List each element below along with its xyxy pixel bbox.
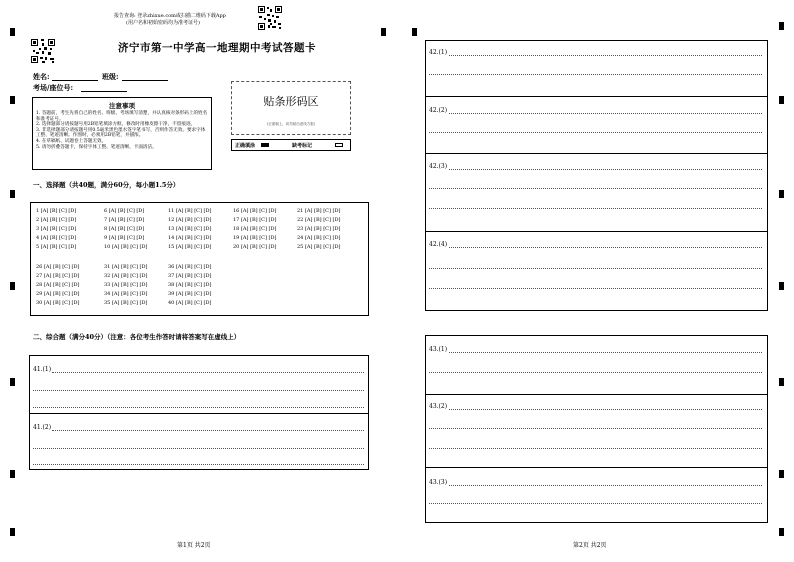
registration-mark <box>10 96 15 104</box>
mcq-question[interactable]: 24 [A] [B] [C] [D] <box>297 235 341 241</box>
registration-mark <box>779 282 784 290</box>
mcq-question[interactable]: 8 [A] [B] [C] [D] <box>104 226 145 232</box>
barcode-label: 贴条形码区 <box>263 95 319 108</box>
answer-line[interactable] <box>429 448 762 449</box>
mcq-question[interactable]: 12 [A] [B] [C] [D] <box>168 217 212 223</box>
mcq-question[interactable]: 18 [A] [B] [C] [D] <box>233 226 277 232</box>
q42-box <box>425 40 768 311</box>
mcq-question[interactable]: 23 [A] [B] [C] [D] <box>297 226 341 232</box>
q42-4-label: 42.(4) <box>429 241 448 248</box>
answer-line[interactable] <box>429 188 762 189</box>
mcq-question[interactable]: 4 [A] [B] [C] [D] <box>36 235 77 241</box>
mcq-question[interactable]: 20 [A] [B] [C] [D] <box>233 244 277 250</box>
mcq-question[interactable]: 15 [A] [B] [C] [D] <box>168 244 212 250</box>
q41-2-label: 41.(2) <box>33 424 52 431</box>
answer-line[interactable] <box>33 448 364 449</box>
mcq-question[interactable]: 9 [A] [B] [C] [D] <box>104 235 145 241</box>
mcq-question[interactable]: 38 [A] [B] [C] [D] <box>168 282 212 288</box>
name-field[interactable] <box>52 80 98 81</box>
mcq-question[interactable]: 21 [A] [B] [C] [D] <box>297 208 341 214</box>
answer-line[interactable] <box>429 268 762 269</box>
username-hint-text: (用户名和初始密码均为准考证号) <box>126 20 200 26</box>
mcq-question[interactable]: 3 [A] [B] [C] [D] <box>36 226 77 232</box>
fill-legend <box>231 139 351 151</box>
mcq-question[interactable]: 1 [A] [B] [C] [D] <box>36 208 77 214</box>
mcq-question[interactable]: 16 [A] [B] [C] [D] <box>233 208 277 214</box>
registration-mark <box>779 470 784 478</box>
section1-title: 一、选择题（共40题，满分60分，每小题1.5分） <box>33 181 180 189</box>
answer-line[interactable] <box>52 430 364 431</box>
registration-mark <box>779 378 784 386</box>
correct-fill-sample <box>261 143 269 147</box>
answer-line[interactable] <box>449 352 762 353</box>
sheet-title: 济宁市第一中学高一地理期中考试答题卡 <box>118 42 316 54</box>
answer-line[interactable] <box>449 113 762 114</box>
mcq-question[interactable]: 25 [A] [B] [C] [D] <box>297 244 341 250</box>
registration-mark <box>10 528 15 536</box>
absent-mark-checkbox[interactable] <box>335 143 343 147</box>
mcq-question[interactable]: 28 [A] [B] [C] [D] <box>36 282 80 288</box>
q42-3-label: 42.(3) <box>429 163 448 170</box>
mcq-question[interactable]: 29 [A] [B] [C] [D] <box>36 291 80 297</box>
q43-1-label: 43.(1) <box>429 346 448 353</box>
answer-line[interactable] <box>429 428 762 429</box>
mcq-question[interactable]: 40 [A] [B] [C] [D] <box>168 300 212 306</box>
absent-mark-label: 缺考标记 <box>292 143 313 149</box>
barcode-note: (正面朝上，切勿贴出虚线方框) <box>266 122 316 126</box>
mcq-question[interactable]: 36 [A] [B] [C] [D] <box>168 264 212 270</box>
mcq-question[interactable]: 35 [A] [B] [C] [D] <box>104 300 148 306</box>
notice-item: 2. 选择题部分请按题号用2B铅笔填涂方框，修改时用橡皮擦干净，不留痕迹。 <box>36 122 196 128</box>
name-label: 姓名: <box>33 72 50 81</box>
registration-mark <box>10 378 15 386</box>
registration-mark <box>10 470 15 478</box>
exam-seat-field[interactable] <box>81 91 127 92</box>
report-query-text: 报告查询: 登录zhixue.com或扫描二维码下载App <box>114 13 226 19</box>
registration-mark <box>10 190 15 198</box>
mcq-question[interactable]: 31 [A] [B] [C] [D] <box>104 264 148 270</box>
answer-line[interactable] <box>52 372 364 373</box>
registration-mark <box>779 96 784 104</box>
q41-divider <box>29 413 369 414</box>
notice-item: 4. 在草稿纸、试题卷上答题无效。 <box>36 138 107 144</box>
class-field[interactable] <box>122 80 168 81</box>
notice-title: 注意事项 <box>109 102 135 110</box>
class-label: 班级: <box>102 72 119 81</box>
mcq-question[interactable]: 33 [A] [B] [C] [D] <box>104 282 148 288</box>
answer-line[interactable] <box>449 485 762 486</box>
mcq-question[interactable]: 27 [A] [B] [C] [D] <box>36 273 80 279</box>
mcq-question[interactable]: 14 [A] [B] [C] [D] <box>168 235 212 241</box>
answer-line[interactable] <box>449 169 762 170</box>
app-qr-code <box>257 5 283 31</box>
notice-item: 3. 非选择题部分请按题号用0.5毫米黑色墨水签字笔书写，否则作答无效。要求字体工整、笔迹清晰。作图时，必须用2B铅笔，并描浓。 <box>36 127 206 139</box>
mcq-question[interactable]: 39 [A] [B] [C] [D] <box>168 291 212 297</box>
notice-item: 5. 请勿折叠答题卡，保持字体工整、笔迹清晰、卡面清洁。 <box>36 144 157 150</box>
answer-line[interactable] <box>429 208 762 209</box>
answer-line[interactable] <box>429 288 762 289</box>
mcq-question[interactable]: 26 [A] [B] [C] [D] <box>36 264 80 270</box>
barcode-area <box>231 81 351 135</box>
exam-seat-label: 考场/座位号: <box>33 83 74 92</box>
mcq-question[interactable]: 13 [A] [B] [C] [D] <box>168 226 212 232</box>
registration-mark <box>10 282 15 290</box>
mcq-question[interactable]: 22 [A] [B] [C] [D] <box>297 217 341 223</box>
mcq-question[interactable]: 19 [A] [B] [C] [D] <box>233 235 277 241</box>
correct-fill-label: 正确填涂 <box>235 143 256 149</box>
mcq-question[interactable]: 37 [A] [B] [C] [D] <box>168 273 212 279</box>
mcq-question[interactable]: 10 [A] [B] [C] [D] <box>104 244 148 250</box>
q42-divider <box>425 96 768 97</box>
registration-mark <box>779 528 784 536</box>
notice-item: 1. 答题前，考生先将自己的姓名、班级、考场填写清楚，并认真核对条形码上的姓名和准考证号。 <box>36 111 208 122</box>
mcq-question[interactable]: 17 [A] [B] [C] [D] <box>233 217 277 223</box>
mcq-question[interactable]: 30 [A] [B] [C] [D] <box>36 300 80 306</box>
notice-box <box>32 97 212 170</box>
mcq-question[interactable]: 5 [A] [B] [C] [D] <box>36 244 77 250</box>
q43-box <box>425 335 768 523</box>
q43-divider <box>425 467 768 468</box>
section2-title: 二、综合题（满分40分）（注意：各位考生作答时请将答案写在虚线上） <box>33 333 241 341</box>
q42-2-label: 42.(2) <box>429 107 448 114</box>
mcq-question[interactable]: 2 [A] [B] [C] [D] <box>36 217 77 223</box>
q42-divider <box>425 231 768 232</box>
answer-line[interactable] <box>429 503 762 504</box>
registration-mark <box>10 28 15 36</box>
answer-line[interactable] <box>449 55 762 56</box>
mcq-question[interactable]: 11 [A] [B] [C] [D] <box>168 208 212 214</box>
answer-line[interactable] <box>449 247 762 248</box>
answer-line[interactable] <box>449 409 762 410</box>
q43-2-label: 43.(2) <box>429 403 448 410</box>
registration-mark <box>412 28 417 36</box>
answer-line[interactable] <box>33 390 364 391</box>
student-qr-code <box>30 38 56 64</box>
mcq-question[interactable]: 7 [A] [B] [C] [D] <box>104 217 145 223</box>
answer-line[interactable] <box>33 407 364 408</box>
answer-line[interactable] <box>429 372 762 373</box>
q42-divider <box>425 153 768 154</box>
page-number: 第2页 共2页 <box>573 542 607 549</box>
mcq-question[interactable]: 34 [A] [B] [C] [D] <box>104 291 148 297</box>
page-number: 第1页 共2页 <box>177 542 211 549</box>
q43-3-label: 43.(3) <box>429 479 448 486</box>
mcq-question[interactable]: 6 [A] [B] [C] [D] <box>104 208 145 214</box>
q43-divider <box>425 394 768 395</box>
mcq-question[interactable]: 32 [A] [B] [C] [D] <box>104 273 148 279</box>
registration-mark <box>381 28 386 36</box>
registration-mark <box>779 22 784 30</box>
q41-1-label: 41.(1) <box>33 366 52 373</box>
answer-line[interactable] <box>429 132 762 133</box>
registration-mark <box>779 190 784 198</box>
answer-line[interactable] <box>33 464 364 465</box>
q42-1-label: 42.(1) <box>429 49 448 56</box>
answer-line[interactable] <box>429 74 762 75</box>
